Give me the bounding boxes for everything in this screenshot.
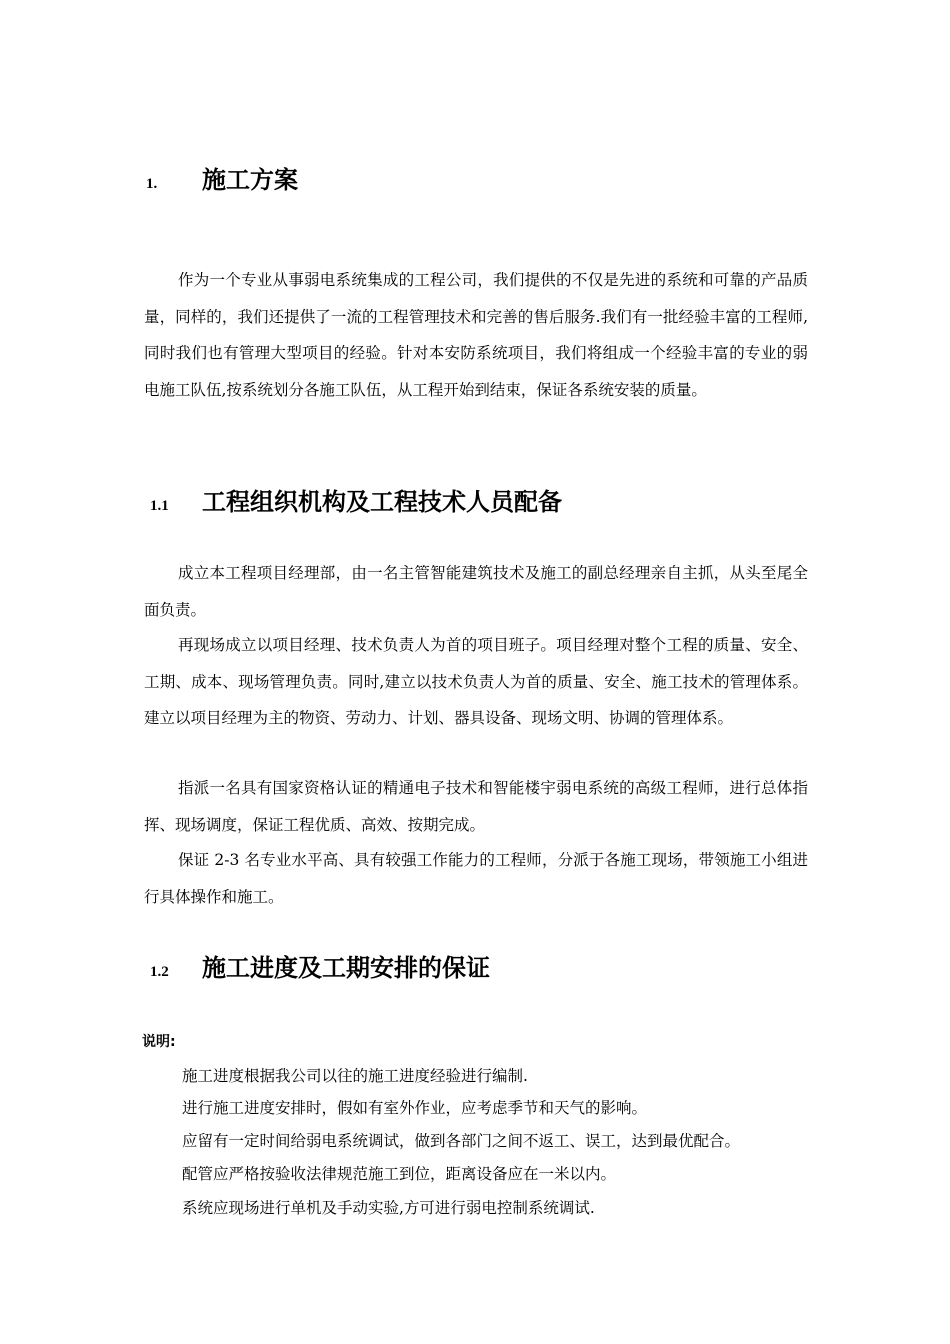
note-label: 说明: [142,1034,176,1050]
intro-paragraph: 作为一个专业从事弱电系统集成的工程公司，我们提供的不仅是先进的系统和可靠的产品质量，同样的，我们还提供了一流的工程管理技术和完善的售后服务.我们有一批经验丰富的工程师,同时我们也有管理大型项目的经验。针对本安防系统项目，我们将组成一个经验丰富的专业的弱电施工队伍,按系统划分各施工队伍，从工程开始到结束，保证各系统安装的质量。 [144,271,808,399]
section-title: 工程组织机构及工程技术人员配备 [202,487,562,516]
note-item: 进行施工进度安排时，假如有室外作业，应考虑季节和天气的影响。 [182,1099,648,1117]
section-heading-1-2 [146,948,490,983]
section-heading-1-1 [146,482,562,517]
body-paragraph: 保证 2-3 名专业水平高、具有较强工作能力的工程师，分派于各施工现场，带领施工小组进行具体操作和施工。 [144,851,808,906]
section-number: 1.1 [150,498,169,514]
body-paragraph: 指派一名具有国家资格认证的精通电子技术和智能楼宇弱电系统的高级工程师，进行总体指挥、现场调度，保证工程优质、高效、按期完成。 [144,779,808,834]
note-item: 施工进度根据我公司以往的施工进度经验进行编制. [182,1067,528,1085]
body-paragraph: 再现场成立以项目经理、技术负责人为首的项目班子。项目经理对整个工程的质量、安全、工期、成本、现场管理负责。同时,建立以技术负责人为首的质量、安全、施工技术的管理体系。建立以项目经理为主的物资、劳动力、计划、器具设备、现场文明、协调的管理体系。 [144,636,808,728]
note-item: 应留有一定时间给弱电系统调试，做到各部门之间不返工、误工，达到最优配合。 [182,1132,741,1150]
body-paragraph: 成立本工程项目经理部，由一名主管智能建筑技术及施工的副总经理亲自主抓，从头至尾全面负责。 [144,564,808,619]
section-title: 施工进度及工期安排的保证 [202,953,490,982]
section-title: 施工方案 [202,165,298,194]
section-number: 1.2 [150,964,169,980]
note-item: 配管应严格按验收法律规范施工到位，距离设备应在一米以内。 [182,1165,617,1183]
section-heading-1 [146,160,298,195]
section-number: 1. [146,176,158,192]
note-item: 系统应现场进行单机及手动实验,方可进行弱电控制系统调试. [182,1199,595,1217]
